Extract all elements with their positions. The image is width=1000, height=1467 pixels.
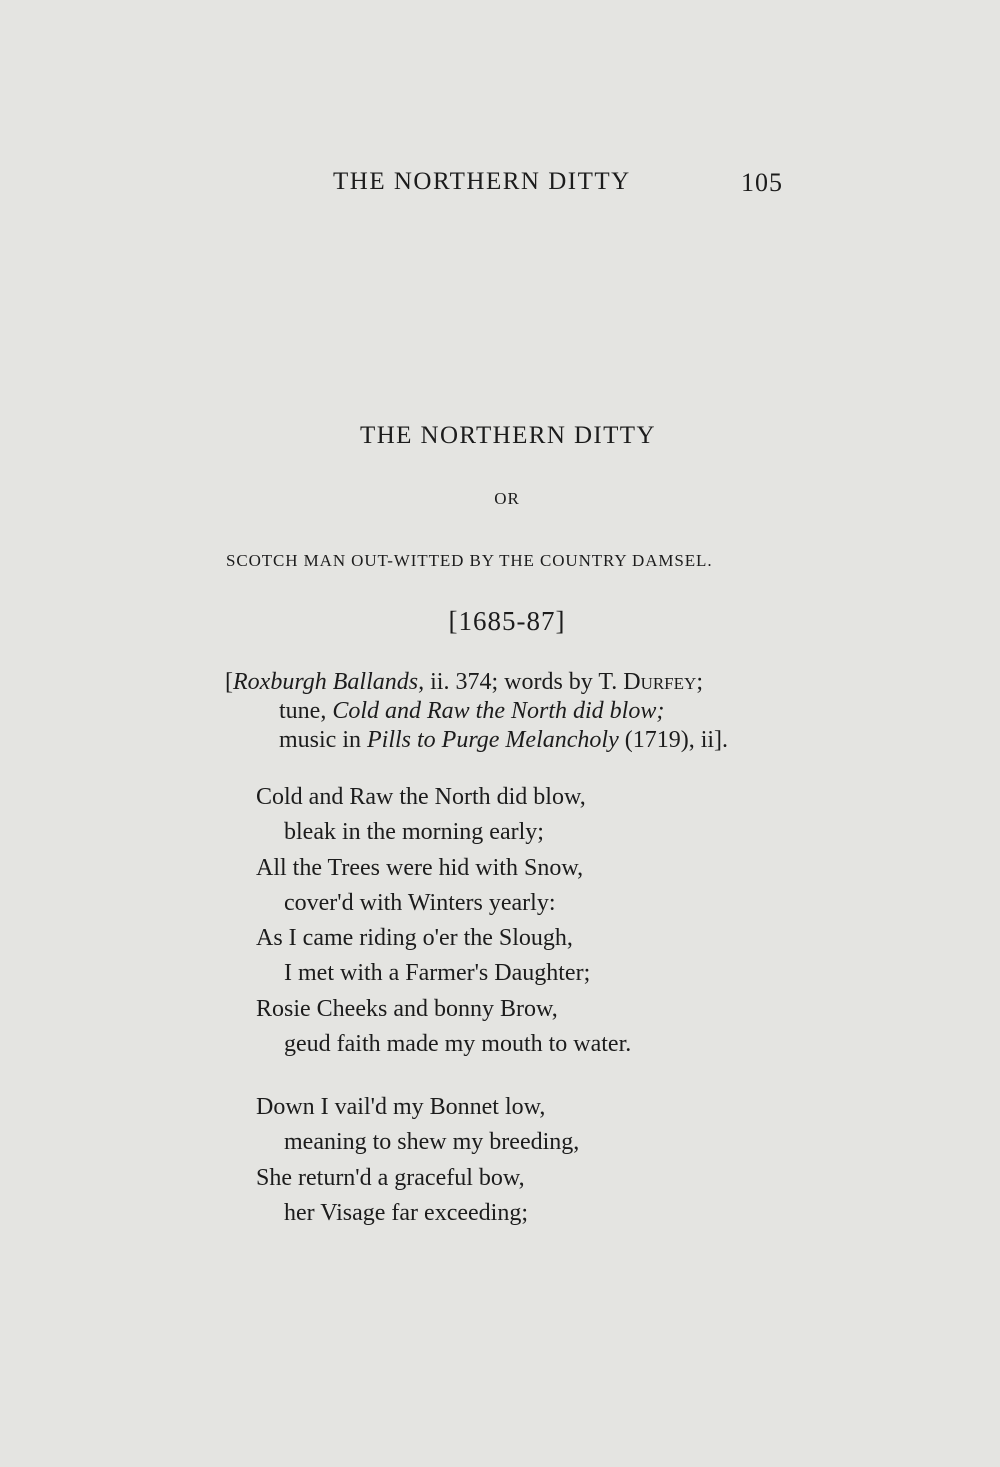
ballad-subtitle: SCOTCH MAN OUT-WITTED BY THE COUNTRY DAMSEL.	[226, 551, 713, 570]
verse-line: She return'd a graceful bow,	[256, 1164, 525, 1191]
verse-line: Cold and Raw the North did blow,	[256, 784, 586, 810]
ballad-title: THE NORTHERN DITTY	[360, 422, 656, 449]
source-punctuation: ;	[696, 669, 703, 695]
running-header	[0, 168, 1000, 208]
source-note	[225, 668, 800, 755]
verse-line: meaning to shew my breeding,	[284, 1129, 580, 1156]
music-book-title: Pills to Purge Melancholy	[367, 727, 619, 753]
author-name: Durfey	[623, 669, 697, 695]
verse-line: All the Trees were hid with Snow,	[256, 854, 584, 881]
source-note-line	[225, 726, 800, 755]
verse-line: bleak in the morning early;	[284, 819, 544, 846]
tune-title: Cold and Raw the North did blow;	[332, 698, 665, 724]
running-title: THE NORTHERN DITTY	[333, 168, 631, 195]
verse-line: cover'd with Winters yearly:	[284, 889, 556, 916]
verse-line: Down I vail'd my Bonnet low,	[256, 1094, 546, 1120]
music-prefix: music in	[279, 727, 367, 753]
source-reference: ii. 374; words by T.	[424, 669, 624, 695]
page-number: 105	[741, 168, 783, 197]
title-connector: OR	[494, 489, 520, 508]
source-note-line	[225, 697, 800, 726]
ballad-date: [1685-87]	[448, 606, 566, 636]
source-note-line	[225, 668, 800, 697]
stanza	[256, 780, 631, 1062]
verse-line: Rosie Cheeks and bonny Brow,	[256, 995, 558, 1022]
tune-prefix: tune,	[279, 698, 333, 724]
verse-line: I met with a Farmer's Daughter;	[284, 960, 591, 987]
verse-line: geud faith made my mouth to water.	[284, 1031, 632, 1058]
source-work-title: Roxburgh Ballands,	[233, 669, 425, 695]
music-reference: (1719), ii].	[618, 727, 729, 753]
verse-line: As I came riding o'er the Slough,	[256, 925, 573, 952]
open-bracket: [	[225, 669, 233, 695]
stanza	[256, 1090, 579, 1231]
verse-line: her Visage far exceeding;	[284, 1199, 528, 1226]
